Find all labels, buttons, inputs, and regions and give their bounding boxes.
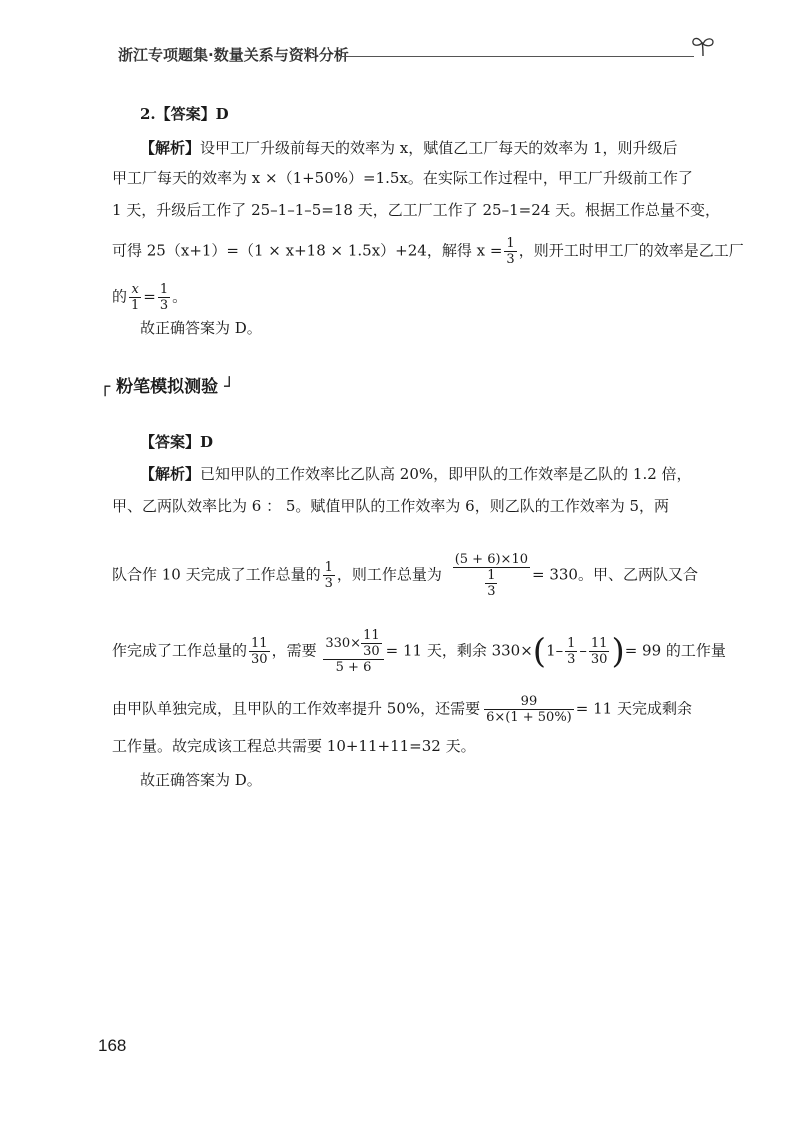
header-rule: [342, 56, 694, 57]
left-paren: (: [532, 631, 547, 672]
q2-equation: 可得 25（x+1）=（1 × x+18 × 1.5x）+24，解得 x =: [112, 241, 503, 260]
section-title: ┌ 粉笔模拟测验 ┘: [100, 377, 235, 397]
fraction-days-needed: 330× $\frac{11}{30}$ 5 + 6: [323, 628, 383, 675]
right-paren: ): [611, 631, 625, 672]
fraction-remaining-days: $\frac{99}{6\times(1 + 50\%)}$: [486, 694, 572, 725]
q2-answer: 2.【答案】D: [140, 105, 229, 123]
mock-line-4: 作完成了工作总量的 $\frac{11}{30}$ ，需要 330× $\frac{11}{30}$ 5 + 6 = 11 天，剩余 330×(1– $\frac{1}{3}$ – $\frac{11}{30}$ )= 99 的工作量: [112, 628, 726, 675]
analysis-tag: 【解析】: [140, 139, 201, 157]
fraction-x-over-1: $\frac{x}{1}$: [131, 282, 140, 313]
mock-line-3: 队合作 10 天完成了工作总量的 $\frac{1}{3}$ ，则工作总量为 $\frac{(5 + 6)\times 10}{\frac{1}{3}}$ = 330。甲、乙两队又合: [112, 552, 698, 599]
mock-answer: 【答案】D: [140, 433, 214, 451]
q2-text-1: 设甲工厂升级前每天的效率为 x，赋值乙工厂每天的效率为 1，则升级后: [200, 139, 678, 157]
fraction-one-third: $\frac{1}{3}$: [506, 236, 515, 267]
mock-line-2: 甲、乙两队效率比为 6 ： 5。赋值甲队的工作效率为 6，则乙队的工作效率为 5，两: [112, 497, 670, 515]
mock-line-6: 工作量。故完成该工程总共需要 10+11+11=32 天。: [112, 737, 476, 755]
q2-analysis-line-4: [112, 236, 744, 267]
fraction-11-30: $\frac{11}{30}$: [251, 636, 268, 667]
q2-analysis-line-3: 1 天，升级后工作了 25–1–1–5=18 天，乙工厂工作了 25–1=24 天。根据工作总量不变，: [112, 201, 721, 219]
fraction-total-work: $\frac{(5 + 6)\times 10}{\frac{1}{3}}$: [454, 552, 528, 599]
fraction-one-third: $\frac{1}{3}$: [567, 636, 576, 667]
q2-text-4b: ，则开工时甲工厂的效率是乙工厂: [518, 241, 744, 260]
mock-line-5: 由甲队单独完成，且甲队的工作效率提升 50%，还需要 $\frac{99}{6\times(1 + 50\%)}$ = 11 天完成剩余: [112, 694, 692, 725]
analysis-tag: 【解析】: [140, 465, 201, 483]
q2-analysis-line-2: 甲工厂每天的效率为 x ×（1+50%）=1.5x。在实际工作过程中，甲工厂升级前工作了: [112, 169, 693, 187]
fraction-one-third: $\frac{1}{3}$: [324, 560, 333, 591]
page-number: 168: [98, 1036, 127, 1055]
fraction-11-30: $\frac{11}{30}$: [590, 636, 608, 667]
q2-analysis-line-5: 的 $\frac{x}{1}$ = $\frac{1}{3}$ 。: [112, 282, 188, 313]
q2-conclusion: 故正确答案为 D。: [140, 319, 262, 337]
mock-line-1: 【解析】已知甲队的工作效率比乙队高 20%，即甲队的工作效率是乙队的 1.2 倍，: [140, 465, 692, 483]
running-header: 浙江专项题集·数量关系与资料分析: [118, 46, 349, 64]
mock-conclusion: 故正确答案为 D。: [140, 771, 262, 789]
sprout-icon: [690, 34, 716, 58]
fraction-one-third: $\frac{1}{3}$: [159, 282, 169, 313]
q2-analysis-line-1: [140, 138, 678, 158]
